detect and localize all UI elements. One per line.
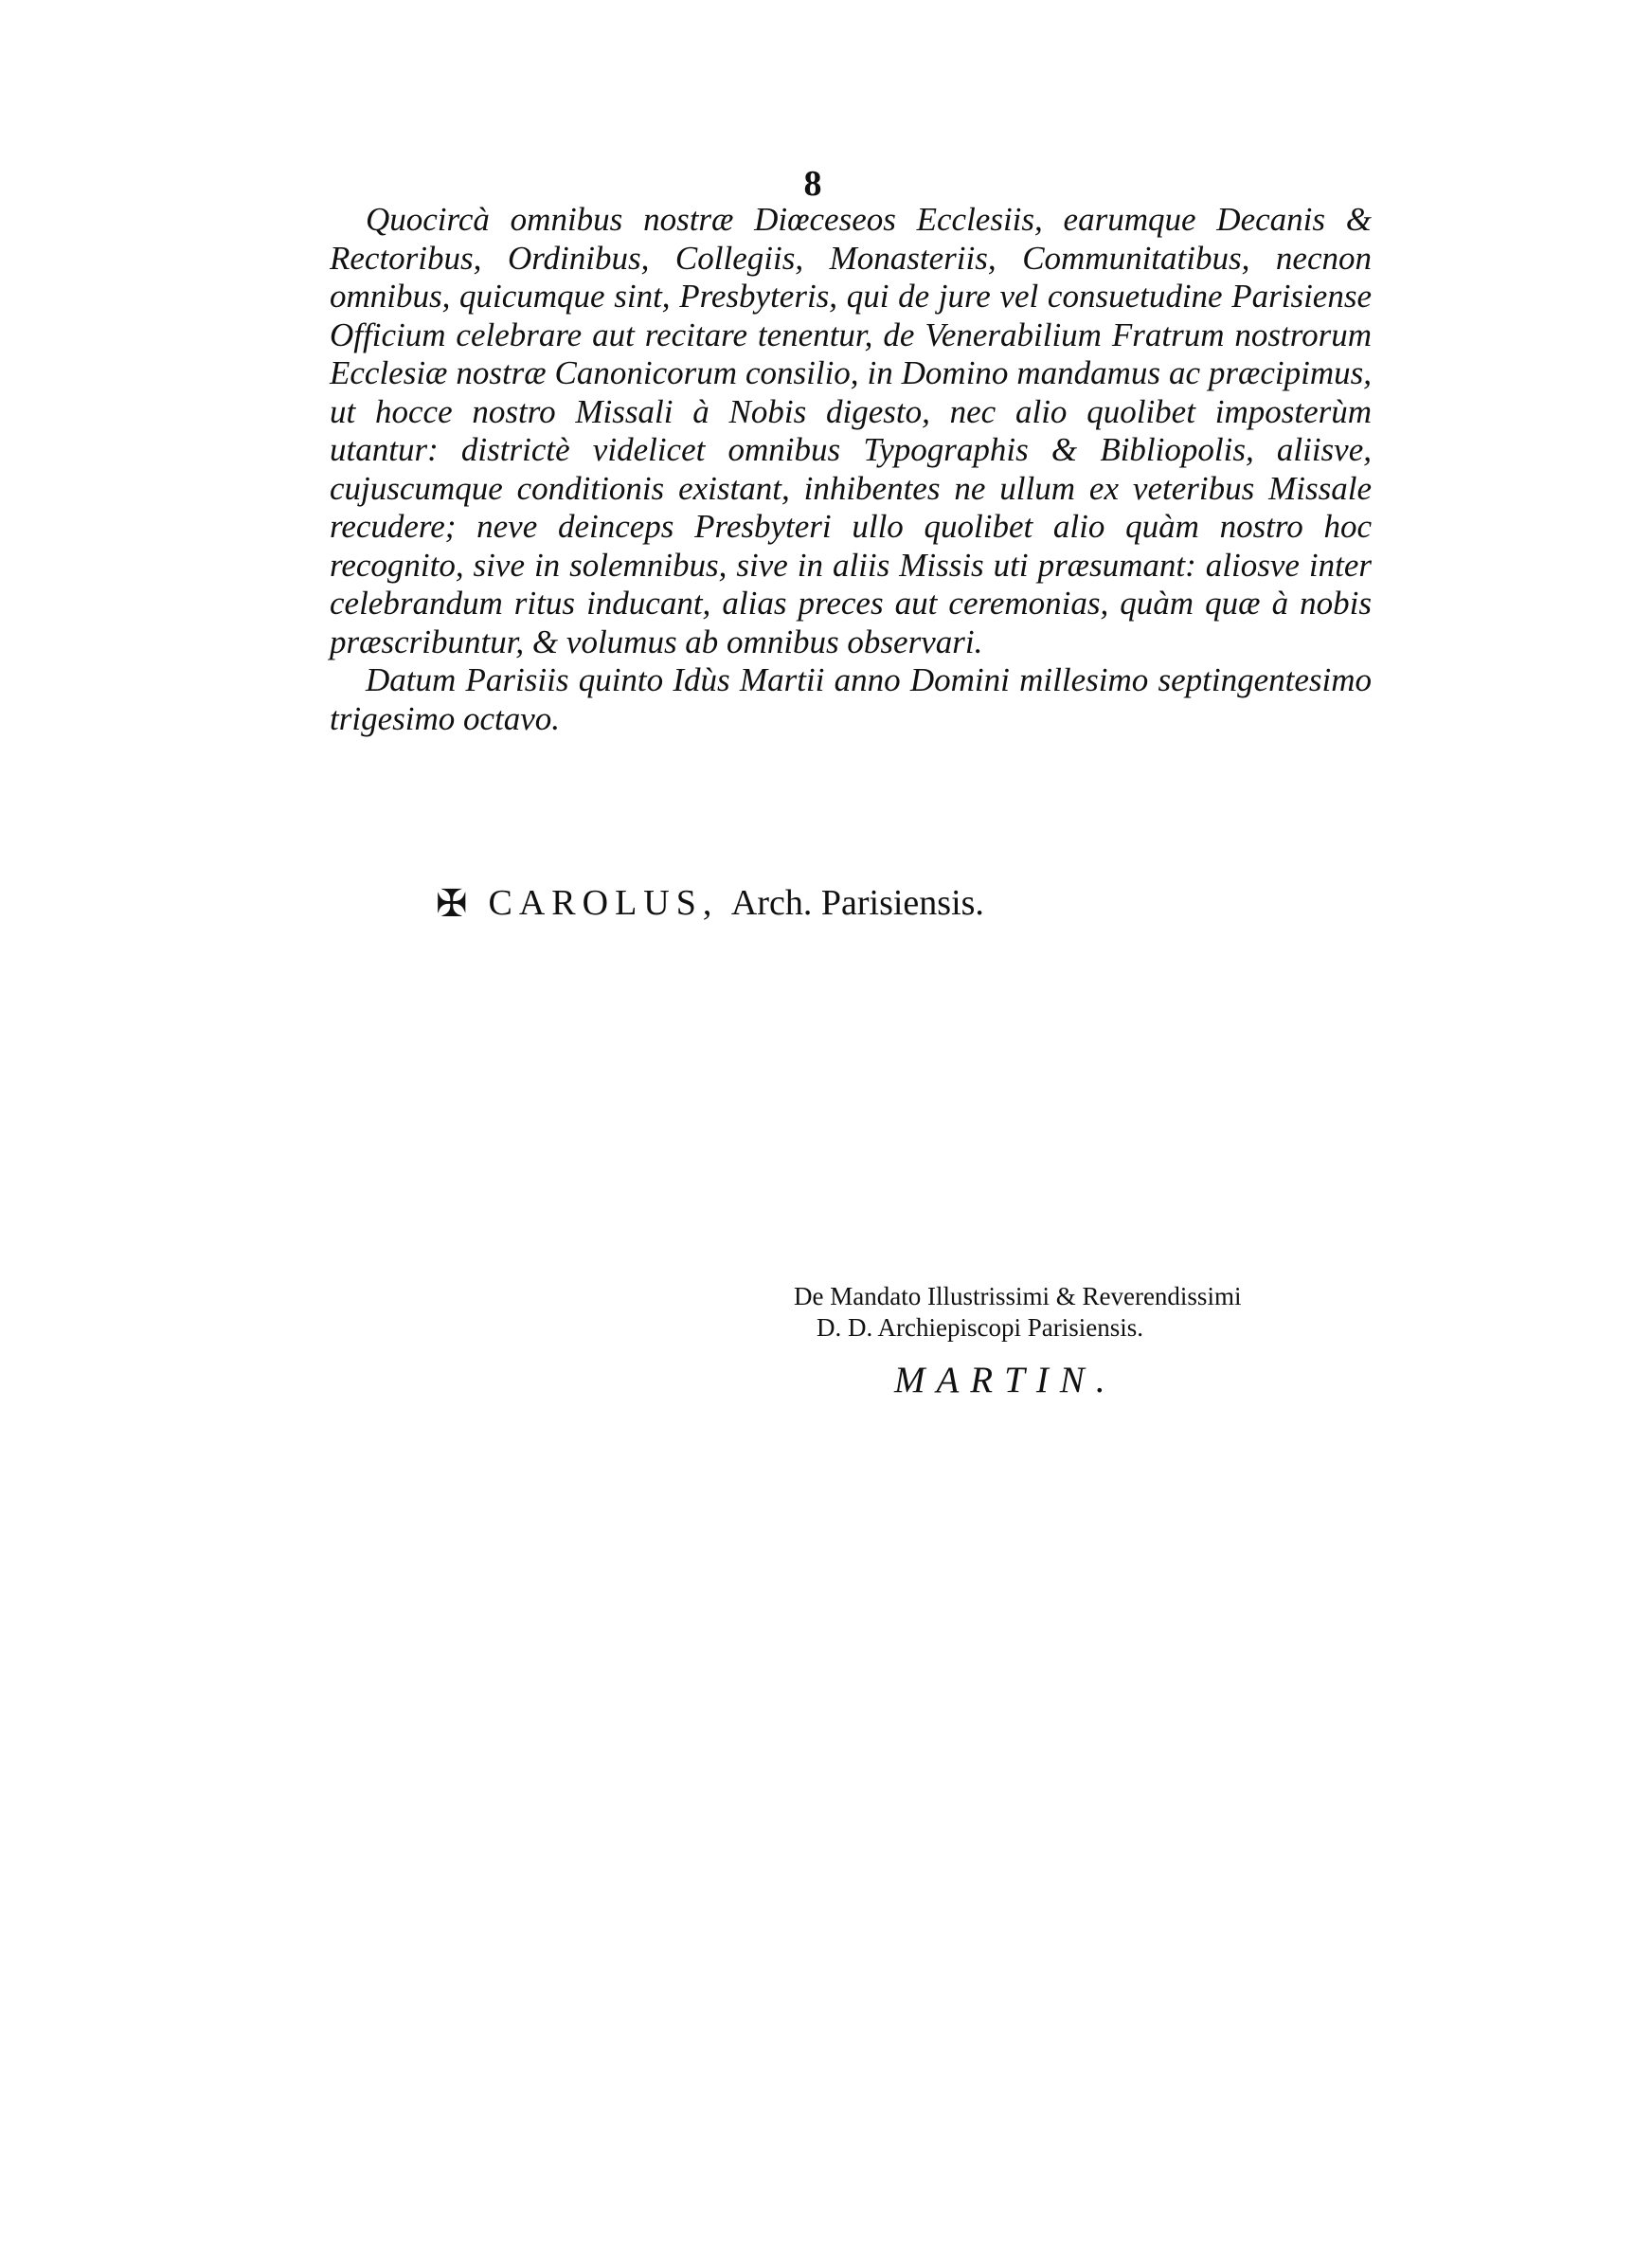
paragraph-injunction: Quocircà omnibus nostræ Diœceseos Ecclesiis, earumque Decanis & Rectoribus, Ordinibus, Collegiis, Monasteriis, Communitatibus, necnon omnibus, quicumque sint, Presbyteris, qui de jure vel consuetudine Parisiense Officium celebrare aut recitare tenentur, de Venerabilium Fratrum nostrorum Ecclesiæ nostræ Canonicorum consilio, in Domino mandamus ac præcipimus, ut hocce nostro Missali à Nobis digesto, nec alio quolibet imposterùm utantur: districtè videlicet omnibus Typographis & Bibliopolis, aliisve, cujuscumque conditionis existant, inhibentes ne ullum ex veteribus Missale recudere; neve deinceps Presbyteri ullo quolibet alio quàm nostro hoc recognito, sive in solemnibus, sive in aliis Missis uti præsumant: aliosve inter celebrandum ritus inducant, alias preces aut ceremonias, quàm quæ à nobis præscribuntur, & volumus ab omnibus observari. (330, 201, 1372, 660)
page-number: 8 (803, 164, 822, 204)
signatory-name: CAROLUS, (488, 883, 719, 923)
cross-icon: ✠ (436, 882, 468, 925)
secretary-name: MARTIN. (894, 1360, 1117, 1400)
paragraph-dating: Datum Parisiis quinto Idùs Martii anno Domini millesimo septingentesimo trigesimo octavo. (330, 661, 1372, 737)
mandate-line-2: D. D. Archiepiscopi Parisiensis. (817, 1313, 1143, 1342)
archbishop-signature (436, 881, 984, 926)
mandate-body-text (330, 201, 1372, 738)
mandate-line-1: De Mandato Illustrissimi & Reverendissimi (794, 1282, 1242, 1310)
signatory-title: Arch. Parisiensis. (730, 883, 984, 923)
mandate-attestation (794, 1281, 1241, 1344)
